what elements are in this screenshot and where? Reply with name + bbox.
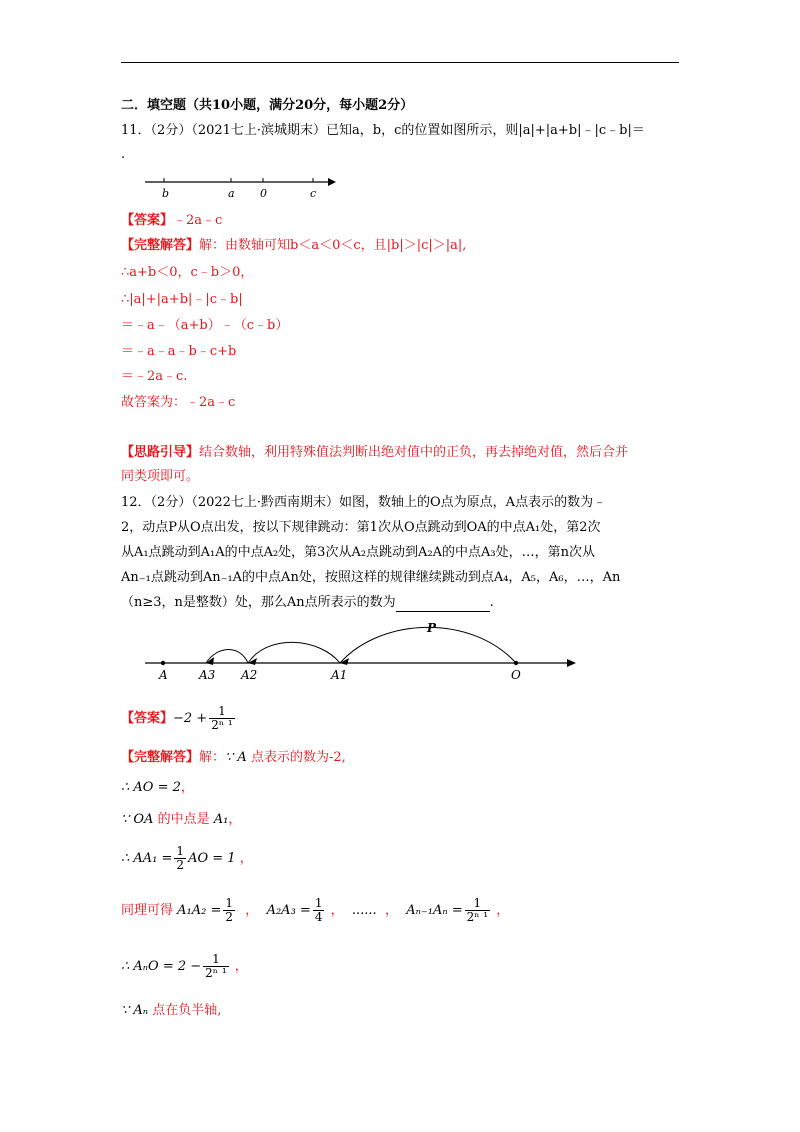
q12-answer-fraction: $\frac{1}{\text{2ⁿ ¹}}$ [211, 704, 233, 732]
q12-sol-math: ∴ AO = 2 [121, 780, 181, 795]
q12-stem: 12．（2分）（2022七上·黔西南期末）如图，数轴上的O点为原点，A点表示的数为﹣ [121, 495, 607, 510]
q12-sol-math: ∵ Aₙ [121, 1003, 149, 1018]
q12-sol-fraction: $\frac{1}{2}$ [225, 896, 234, 924]
q12-sol-fraction: $\frac{1}{\text{2ⁿ ¹}}$ [466, 896, 489, 924]
q11-solution-text: 解：由数轴可知b＜a＜0＜c，且|b|＞|c|＞|a|, [199, 238, 467, 253]
q12-stem: 从A₁点跳动到A₁A的中点A₂处，第3次从A₂点跳动到A₂A的中点A₃处，…，第n次从 [121, 545, 596, 560]
q12-sol-math: ∴ AₙO = 2 − [121, 959, 202, 974]
q12-solution-first [121, 749, 346, 767]
q11-solution-first [121, 237, 466, 255]
q12-sol-math: AO = 1 [188, 851, 236, 866]
q11-answer-value: ﹣2a﹣c [173, 213, 223, 228]
q11-step: ＝﹣2a﹣c. [121, 369, 188, 384]
q11-label-c: c [310, 187, 317, 200]
q11-label-b: b [162, 187, 170, 200]
q12-sol-math: A₁ [213, 812, 229, 827]
hint-tag: 【思路引导】 [121, 445, 200, 460]
q12-sol-math: A₁A₂ = [177, 903, 222, 918]
q12-jump-figure [140, 618, 580, 684]
q12-label-A: A [159, 668, 168, 682]
q11-hint-text-2: 同类项即可。 [121, 469, 200, 484]
q11-step: ∴a+b＜0，c﹣b＞0， [121, 265, 254, 280]
q12-sol-text: 同理可得 [121, 903, 174, 918]
q11-axis-arrow [328, 178, 336, 186]
q12-sol-text: 点在负半轴, [148, 1003, 222, 1018]
q12-stem-last-text: （n≥3，n是整数）处，那么An点所表示的数为 [121, 595, 396, 610]
q12-label-A1: A1 [331, 668, 348, 682]
q12-sol-text: 点表示的数为-2, [246, 750, 346, 765]
section-title: 二．填空题（共10小题，满分20分，每小题2分） [121, 98, 414, 113]
q12-solution-step [121, 1002, 221, 1020]
q11-step: ∴|a|+|a+b|﹣|c﹣b| [121, 292, 243, 307]
q12-sol-fraction: $\frac{1}{4}$ [314, 896, 323, 924]
q11-step: ＝﹣a﹣（a+b）﹣（c﹣b） [121, 318, 289, 333]
q11-stem: 11．（2分）（2021七上·滨城期末）已知a，b，c的位置如图所示，则|a|+|a+b|﹣|c﹣b|＝ [121, 123, 645, 138]
solution-tag: 【完整解答】 [121, 750, 200, 765]
q12-sol-math: Aₙ₋₁Aₙ = [406, 903, 463, 918]
answer-tag: 【答案】 [121, 711, 174, 726]
solution-tag: 【完整解答】 [121, 238, 200, 253]
q11-step: ＝﹣a﹣a﹣b﹣c+b [121, 344, 237, 359]
q12-label-A2: A2 [241, 668, 258, 682]
q11-label-a: a [228, 187, 235, 200]
q11-answer [121, 212, 222, 230]
q12-label-O: O [511, 668, 521, 682]
q12-sol-math: A₂A₃ = [266, 903, 311, 918]
q12-sol-math: ∴ AA₁ = [121, 851, 173, 866]
q12-solution-step [121, 811, 241, 829]
q12-sol-text: 的中点是 [153, 812, 214, 827]
q12-answer [121, 704, 237, 734]
q12-sol-math: ∵ OA [121, 812, 154, 827]
answer-blank [396, 597, 490, 612]
q12-label-A3: A3 [199, 668, 216, 682]
jump-arc-2 [248, 642, 340, 663]
q12-answer-expr: −2 + [173, 711, 208, 726]
q12-sol-text: ， [234, 959, 248, 974]
answer-tag: 【答案】 [121, 213, 174, 228]
q12-sol-text: ...... [351, 903, 377, 918]
q12-sol-text: ， [228, 812, 242, 827]
q12-axis-arrow [567, 659, 576, 667]
q12-stem: 2，动点P从O点出发，按以下规律跳动：第1次从O点跳动到OA的中点A₁处，第2次 [121, 520, 601, 535]
q12-stem-period: . [489, 595, 494, 610]
q12-solution-step [121, 842, 253, 876]
q11-number-line-figure [140, 172, 340, 202]
q12-label-P: P [427, 621, 437, 635]
q12-sol-fraction: $\frac{1}{2}$ [176, 844, 185, 872]
q11-conclusion: 故答案为：﹣2a﹣c [121, 395, 236, 410]
q12-sol-text: ， [239, 851, 253, 866]
q12-stem-last [121, 594, 494, 612]
q11-hint-text: 结合数轴，利用特殊值法判断出绝对值中的正负，再去掉绝对值，然后合并 [199, 445, 629, 460]
top-rule [121, 62, 679, 63]
q12-solution-step [121, 950, 248, 984]
q11-label-0: 0 [260, 187, 267, 200]
q12-sol-text: ， [384, 903, 398, 918]
q11-hint [121, 444, 628, 462]
q12-sol-fraction: $\frac{1}{\text{2ⁿ ¹}}$ [205, 952, 227, 980]
q12-sol-text: 解： [199, 750, 226, 765]
q12-sol-math: ∵ A [225, 750, 247, 765]
q12-sol-text: ， [245, 903, 259, 918]
q12-sol-text: ， [496, 903, 510, 918]
q12-solution-step [121, 894, 509, 928]
q11-stem-end: . [121, 147, 126, 162]
q12-stem: An₋₁点跳动到An₋₁A的中点An处，按照这样的规律继续跳动到点A₄，A₅，A₆，…，An [121, 570, 621, 585]
q12-solution-step [121, 779, 194, 797]
q12-sol-text: ， [180, 780, 194, 795]
q12-sol-text: ， [330, 903, 344, 918]
